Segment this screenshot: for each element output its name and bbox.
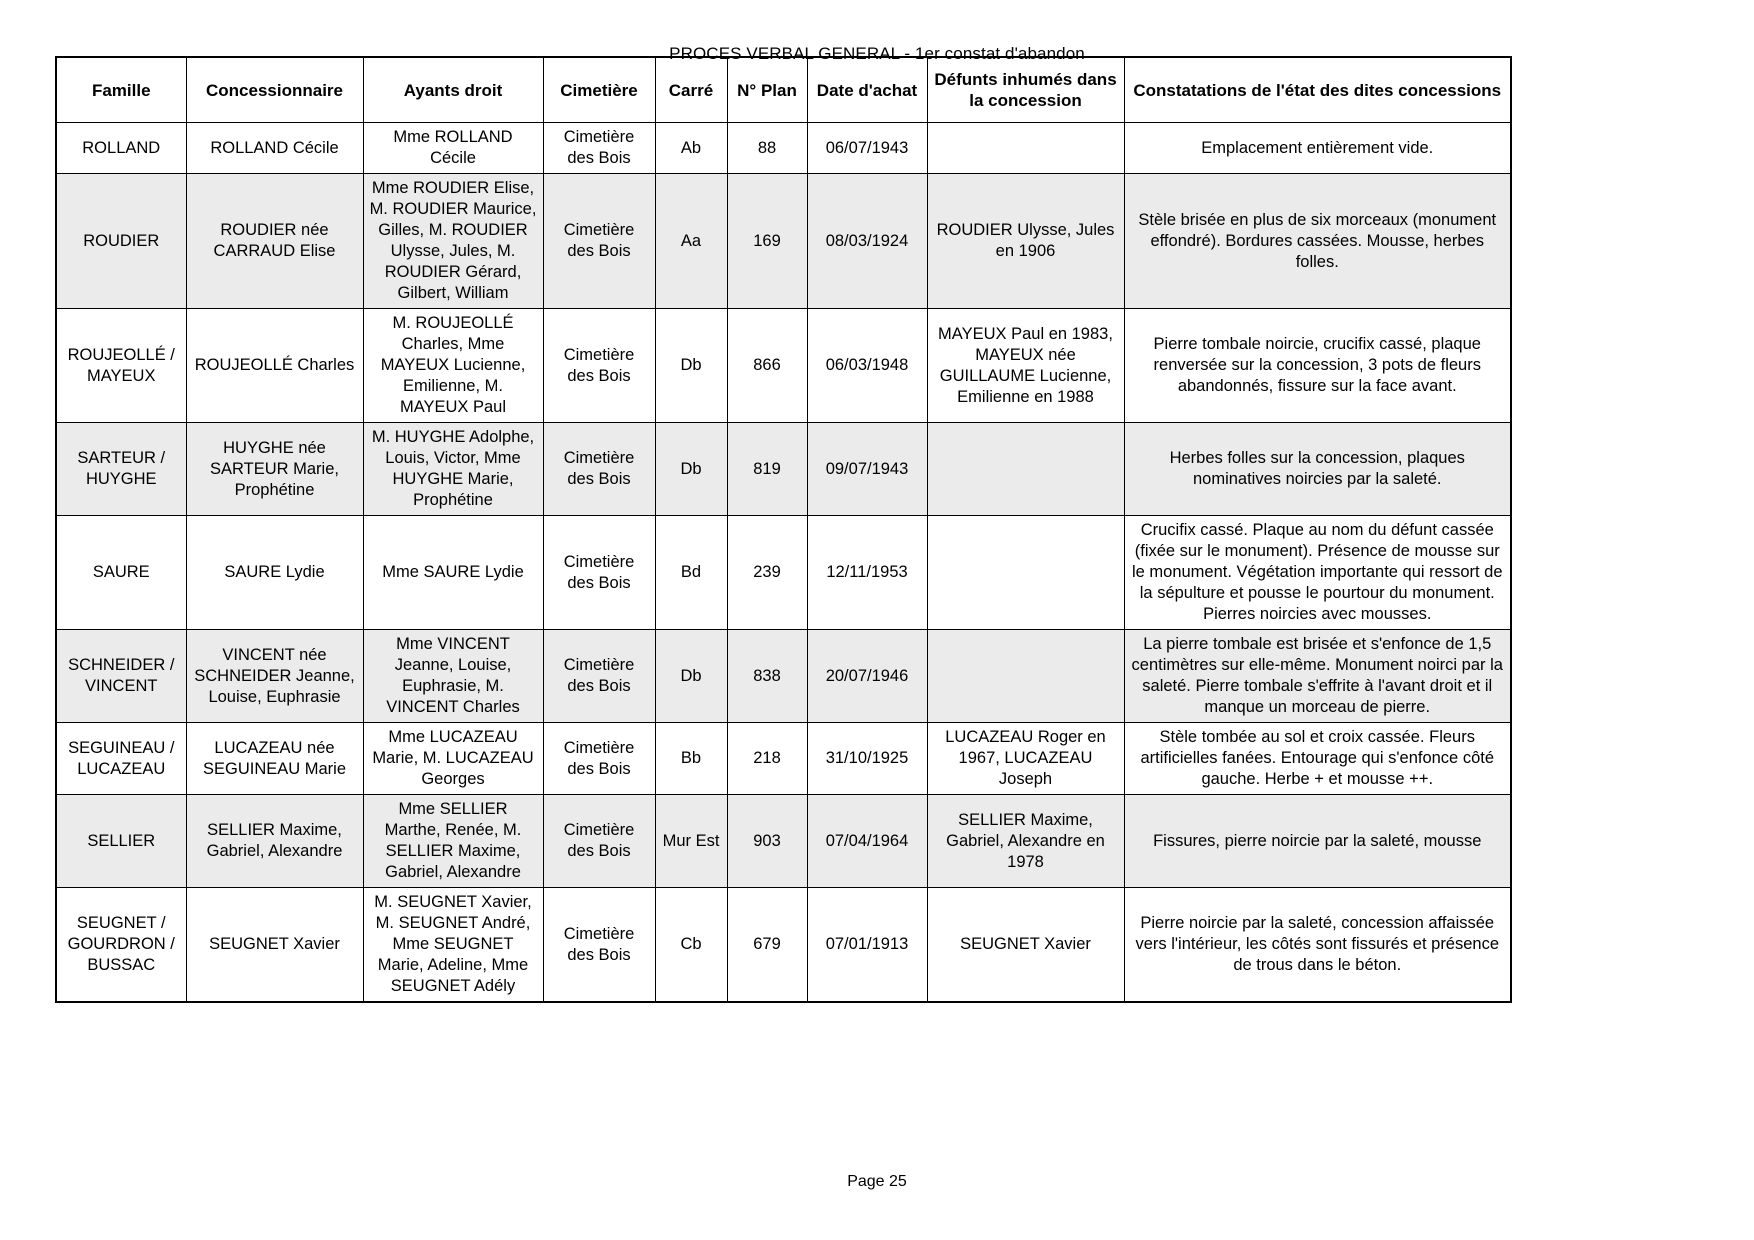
cell-ayants: M. ROUJEOLLÉ Charles, Mme MAYEUX Lucienne, Emilienne, M. MAYEUX Paul bbox=[363, 309, 543, 423]
cell-concess: LUCAZEAU née SEGUINEAU Marie bbox=[186, 723, 363, 795]
cell-defunts: SEUGNET Xavier bbox=[927, 888, 1124, 1003]
cell-ayants: Mme ROUDIER Elise, M. ROUDIER Maurice, Gilles, M. ROUDIER Ulysse, Jules, M. ROUDIER Gérard, Gilbert, William bbox=[363, 174, 543, 309]
cell-famille: SEGUINEAU / LUCAZEAU bbox=[56, 723, 186, 795]
column-header-famille: Famille bbox=[56, 57, 186, 123]
table-row bbox=[56, 516, 1511, 630]
table-row bbox=[56, 174, 1511, 309]
cell-plan: 88 bbox=[727, 123, 807, 174]
cell-carre: Bb bbox=[655, 723, 727, 795]
cell-constat: La pierre tombale est brisée et s'enfonce de 1,5 centimètres sur elle-même. Monument noirci par la saleté. Pierre tombale s'effrite à l'avant droit et il manque un morceau de pierre. bbox=[1124, 630, 1511, 723]
table-header bbox=[56, 57, 1511, 123]
cell-carre: Ab bbox=[655, 123, 727, 174]
cell-constat: Stèle brisée en plus de six morceaux (monument effondré). Bordures cassées. Mousse, herbes folles. bbox=[1124, 174, 1511, 309]
cell-famille: ROUDIER bbox=[56, 174, 186, 309]
cell-concess: HUYGHE née SARTEUR Marie, Prophétine bbox=[186, 423, 363, 516]
cell-famille: SARTEUR / HUYGHE bbox=[56, 423, 186, 516]
cell-famille: ROUJEOLLÉ / MAYEUX bbox=[56, 309, 186, 423]
cell-concess: SAURE Lydie bbox=[186, 516, 363, 630]
table-header-row bbox=[56, 57, 1511, 123]
cell-carre: Mur Est bbox=[655, 795, 727, 888]
table-row bbox=[56, 723, 1511, 795]
cell-carre: Aa bbox=[655, 174, 727, 309]
cell-concess: ROUJEOLLÉ Charles bbox=[186, 309, 363, 423]
table-row bbox=[56, 123, 1511, 174]
cell-constat: Pierre tombale noircie, crucifix cassé, plaque renversée sur la concession, 3 pots de fleurs abandonnés, fissure sur la face avant. bbox=[1124, 309, 1511, 423]
cell-cimetiere: Cimetière des Bois bbox=[543, 123, 655, 174]
cell-concess: SELLIER Maxime, Gabriel, Alexandre bbox=[186, 795, 363, 888]
cell-ayants: M. SEUGNET Xavier, M. SEUGNET André, Mme SEUGNET Marie, Adeline, Mme SEUGNET Adély bbox=[363, 888, 543, 1003]
cell-plan: 903 bbox=[727, 795, 807, 888]
table-row bbox=[56, 630, 1511, 723]
cell-constat: Herbes folles sur la concession, plaques nominatives noircies par la saleté. bbox=[1124, 423, 1511, 516]
cell-cimetiere: Cimetière des Bois bbox=[543, 888, 655, 1003]
column-header-defunts-inhumes: Défunts inhumés dans la concession bbox=[927, 57, 1124, 123]
cell-famille: ROLLAND bbox=[56, 123, 186, 174]
cell-concess: ROUDIER née CARRAUD Elise bbox=[186, 174, 363, 309]
cell-carre: Db bbox=[655, 630, 727, 723]
cell-plan: 218 bbox=[727, 723, 807, 795]
cell-concess: SEUGNET Xavier bbox=[186, 888, 363, 1003]
cell-plan: 239 bbox=[727, 516, 807, 630]
column-header-no-plan: N° Plan bbox=[727, 57, 807, 123]
cell-date: 31/10/1925 bbox=[807, 723, 927, 795]
table-body bbox=[56, 123, 1511, 1003]
cell-date: 09/07/1943 bbox=[807, 423, 927, 516]
table-row bbox=[56, 309, 1511, 423]
cell-ayants: Mme VINCENT Jeanne, Louise, Euphrasie, M. VINCENT Charles bbox=[363, 630, 543, 723]
cell-carre: Db bbox=[655, 309, 727, 423]
cell-ayants: Mme LUCAZEAU Marie, M. LUCAZEAU Georges bbox=[363, 723, 543, 795]
cell-cimetiere: Cimetière des Bois bbox=[543, 630, 655, 723]
cell-cimetiere: Cimetière des Bois bbox=[543, 423, 655, 516]
cell-carre: Bd bbox=[655, 516, 727, 630]
cell-constat: Stèle tombée au sol et croix cassée. Fleurs artificielles fanées. Entourage qui s'enfonce côté gauche. Herbe + et mousse ++. bbox=[1124, 723, 1511, 795]
cell-defunts: LUCAZEAU Roger en 1967, LUCAZEAU Joseph bbox=[927, 723, 1124, 795]
cell-date: 08/03/1924 bbox=[807, 174, 927, 309]
cell-famille: SCHNEIDER / VINCENT bbox=[56, 630, 186, 723]
cell-date: 12/11/1953 bbox=[807, 516, 927, 630]
cell-ayants: Mme ROLLAND Cécile bbox=[363, 123, 543, 174]
cell-carre: Db bbox=[655, 423, 727, 516]
concessions-table-container bbox=[55, 56, 1510, 1003]
cell-plan: 866 bbox=[727, 309, 807, 423]
cell-defunts bbox=[927, 123, 1124, 174]
cell-constat: Fissures, pierre noircie par la saleté, mousse bbox=[1124, 795, 1511, 888]
table-row bbox=[56, 423, 1511, 516]
cell-cimetiere: Cimetière des Bois bbox=[543, 516, 655, 630]
column-header-ayants-droit: Ayants droit bbox=[363, 57, 543, 123]
cell-plan: 819 bbox=[727, 423, 807, 516]
cell-constat: Emplacement entièrement vide. bbox=[1124, 123, 1511, 174]
cell-date: 07/04/1964 bbox=[807, 795, 927, 888]
cell-defunts bbox=[927, 423, 1124, 516]
cell-ayants: M. HUYGHE Adolphe, Louis, Victor, Mme HUYGHE Marie, Prophétine bbox=[363, 423, 543, 516]
cell-date: 20/07/1946 bbox=[807, 630, 927, 723]
cell-cimetiere: Cimetière des Bois bbox=[543, 309, 655, 423]
cell-plan: 169 bbox=[727, 174, 807, 309]
column-header-constatations: Constatations de l'état des dites concessions bbox=[1124, 57, 1511, 123]
cell-defunts bbox=[927, 516, 1124, 630]
page-footer: Page 25 bbox=[847, 1173, 907, 1190]
cell-famille: SEUGNET / GOURDRON / BUSSAC bbox=[56, 888, 186, 1003]
cell-defunts: MAYEUX Paul en 1983, MAYEUX née GUILLAUME Lucienne, Emilienne en 1988 bbox=[927, 309, 1124, 423]
cell-ayants: Mme SELLIER Marthe, Renée, M. SELLIER Maxime, Gabriel, Alexandre bbox=[363, 795, 543, 888]
cell-cimetiere: Cimetière des Bois bbox=[543, 174, 655, 309]
cell-cimetiere: Cimetière des Bois bbox=[543, 795, 655, 888]
cell-defunts bbox=[927, 630, 1124, 723]
cell-famille: SAURE bbox=[56, 516, 186, 630]
cell-date: 06/07/1943 bbox=[807, 123, 927, 174]
cell-defunts: SELLIER Maxime, Gabriel, Alexandre en 1978 bbox=[927, 795, 1124, 888]
cell-concess: VINCENT née SCHNEIDER Jeanne, Louise, Euphrasie bbox=[186, 630, 363, 723]
cell-defunts: ROUDIER Ulysse, Jules en 1906 bbox=[927, 174, 1124, 309]
table-row bbox=[56, 888, 1511, 1003]
cell-date: 06/03/1948 bbox=[807, 309, 927, 423]
document-header-title: PROCES VERBAL GENERAL - 1er constat d'abandon bbox=[669, 44, 1085, 63]
cell-date: 07/01/1913 bbox=[807, 888, 927, 1003]
cell-carre: Cb bbox=[655, 888, 727, 1003]
concessions-table bbox=[55, 56, 1512, 1003]
column-header-cimetiere: Cimetière bbox=[543, 57, 655, 123]
column-header-concessionnaire: Concessionnaire bbox=[186, 57, 363, 123]
column-header-carre: Carré bbox=[655, 57, 727, 123]
cell-plan: 679 bbox=[727, 888, 807, 1003]
cell-cimetiere: Cimetière des Bois bbox=[543, 723, 655, 795]
table-row bbox=[56, 795, 1511, 888]
cell-constat: Crucifix cassé. Plaque au nom du défunt cassée (fixée sur le monument). Présence de mousse sur le monument. Végétation importante qui ressort de la sépulture et pousse le pourtour du monument. Pierres noircies avec mousses. bbox=[1124, 516, 1511, 630]
column-header-date-achat: Date d'achat bbox=[807, 57, 927, 123]
cell-concess: ROLLAND Cécile bbox=[186, 123, 363, 174]
cell-plan: 838 bbox=[727, 630, 807, 723]
cell-ayants: Mme SAURE Lydie bbox=[363, 516, 543, 630]
cell-famille: SELLIER bbox=[56, 795, 186, 888]
cell-constat: Pierre noircie par la saleté, concession affaissée vers l'intérieur, les côtés sont fissurés et présence de trous dans le béton. bbox=[1124, 888, 1511, 1003]
